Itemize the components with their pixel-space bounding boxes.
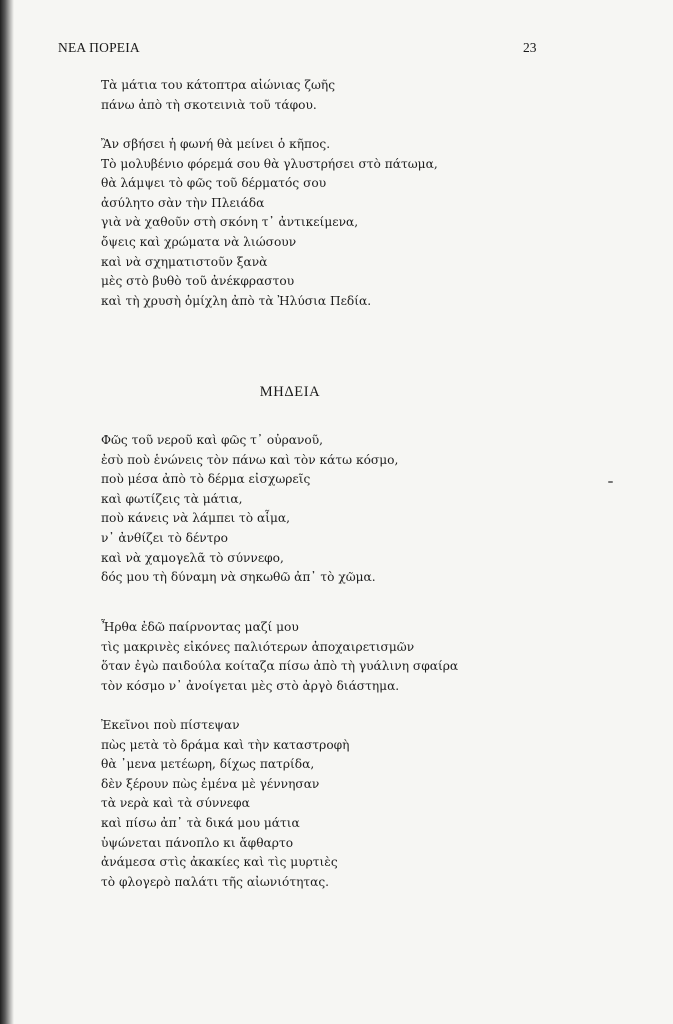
poem-line: Φῶς τοῦ νεροῦ καὶ φῶς τ᾽ οὐρανοῦ,: [101, 433, 324, 447]
running-title: ΝΕΑ ΠΟΡΕΙΑ: [58, 40, 140, 55]
poem-line: τὰ νερὰ καὶ τὰ σύννεφα: [101, 796, 250, 811]
poem-title: ΜΗΔΕΙΑ: [259, 384, 321, 400]
poem-line: δός μου τὴ δύναμη νὰ σηκωθῶ ἀπ᾽ τὸ χῶμα.: [101, 570, 376, 585]
poem-line: καὶ νὰ σχηματιστοῦν ξανὰ: [101, 254, 268, 269]
poem-stanza-1: [101, 431, 398, 588]
poem-line: καὶ πίσω ἀπ᾽ τὰ δικά μου μάτια: [101, 815, 300, 830]
poem-line: τὶς μακρινὲς εἰκόνες παλιότερων ἀποχαιρετισμῶν: [101, 639, 415, 654]
poem-line: Ἂν σβήσει ἡ φωνή θὰ μείνει ὁ κῆπος.: [101, 137, 331, 151]
poem-line: ὄψεις καὶ χρώματα νὰ λιώσουν: [101, 234, 297, 249]
continued-poem-stanza-1: [101, 76, 335, 115]
poem-line: ὑψώνεται πάνοπλο κι ἄφθαρτο: [101, 835, 294, 850]
poem-line: ὅταν ἐγὼ παιδούλα κοίταζα πίσω ἀπὸ τὴ γυάλινη σφαίρα: [101, 659, 459, 674]
poem-line: ἀσύλητο σὰν τὴν Πλειάδα: [101, 195, 265, 210]
poem-line: πὼς μετὰ τὸ δράμα καὶ τὴν καταστροφὴ: [101, 737, 350, 752]
poem-line: γιὰ νὰ χαθοῦν στὴ σκόνη τ᾽ ἀντικείμενα,: [101, 215, 359, 230]
binding-shadow: [0, 0, 14, 1024]
continued-poem-stanza-2: [101, 135, 438, 311]
poem-line: καὶ νὰ χαμογελᾶ τὸ σύννεφο,: [101, 550, 284, 565]
poem-stanza-2: [101, 618, 458, 696]
poem-line: πάνω ἀπὸ τὴ σκοτεινιὰ τοῦ τάφου.: [101, 97, 317, 112]
poem-line: μὲς στὸ βυθὸ τοῦ ἀνέκφραστου: [101, 274, 295, 289]
poem-line: τὸ φλογερὸ παλάτι τῆς αἰωνιότητας.: [101, 874, 330, 889]
poem-line: θὰ λάμψει τὸ φῶς τοῦ δέρματός σου: [101, 176, 327, 191]
poem-line: ποὺ μέσα ἀπὸ τὸ δέρμα εἰσχωρεῖς: [101, 472, 311, 487]
page-number: 23: [523, 40, 537, 55]
poem-line: καὶ φωτίζεις τὰ μάτια,: [101, 491, 243, 506]
poem-line: Ἦρθα ἐδῶ παίρνοντας μαζί μου: [101, 620, 299, 634]
poem-line: δὲν ξέρουν πὼς ἐμένα μὲ γέννησαν: [101, 776, 320, 791]
poem-stanza-3: [101, 716, 350, 892]
poem-line: τὸν κόσμο ν᾽ ἀνοίγεται μὲς στὸ ἀργὸ διάστημα.: [101, 678, 400, 693]
poem-line: ποὺ κάνεις νὰ λάμπει τὸ αἷμα,: [101, 511, 291, 526]
poem-line: ν᾽ ἀνθίζει τὸ δέντρο: [101, 530, 228, 545]
poem-line: θὰ ᾽μενα μετέωρη, δίχως πατρίδα,: [101, 757, 315, 772]
poem-line: καὶ τὴ χρυσὴ ὁμίχλη ἀπὸ τὰ Ἠλύσια Πεδία.: [101, 293, 372, 308]
poem-line: Τὰ μάτια του κάτοπτρα αἰώνιας ζωῆς: [101, 78, 336, 92]
poem-line: Ἐκεῖνοι ποὺ πίστεψαν: [101, 718, 240, 732]
poem-line: Τὸ μολυβένιο φόρεμά σου θὰ γλυστρήσει στὸ πάτωμα,: [101, 156, 438, 171]
poem-line: ἐσὺ ποὺ ἑνώνεις τὸν πάνω καὶ τὸν κάτω κόσμο,: [101, 452, 399, 467]
poem-line: ἀνάμεσα στὶς ἀκακίες καὶ τὶς μυρτιὲς: [101, 855, 338, 870]
ink-speck: [608, 481, 613, 483]
